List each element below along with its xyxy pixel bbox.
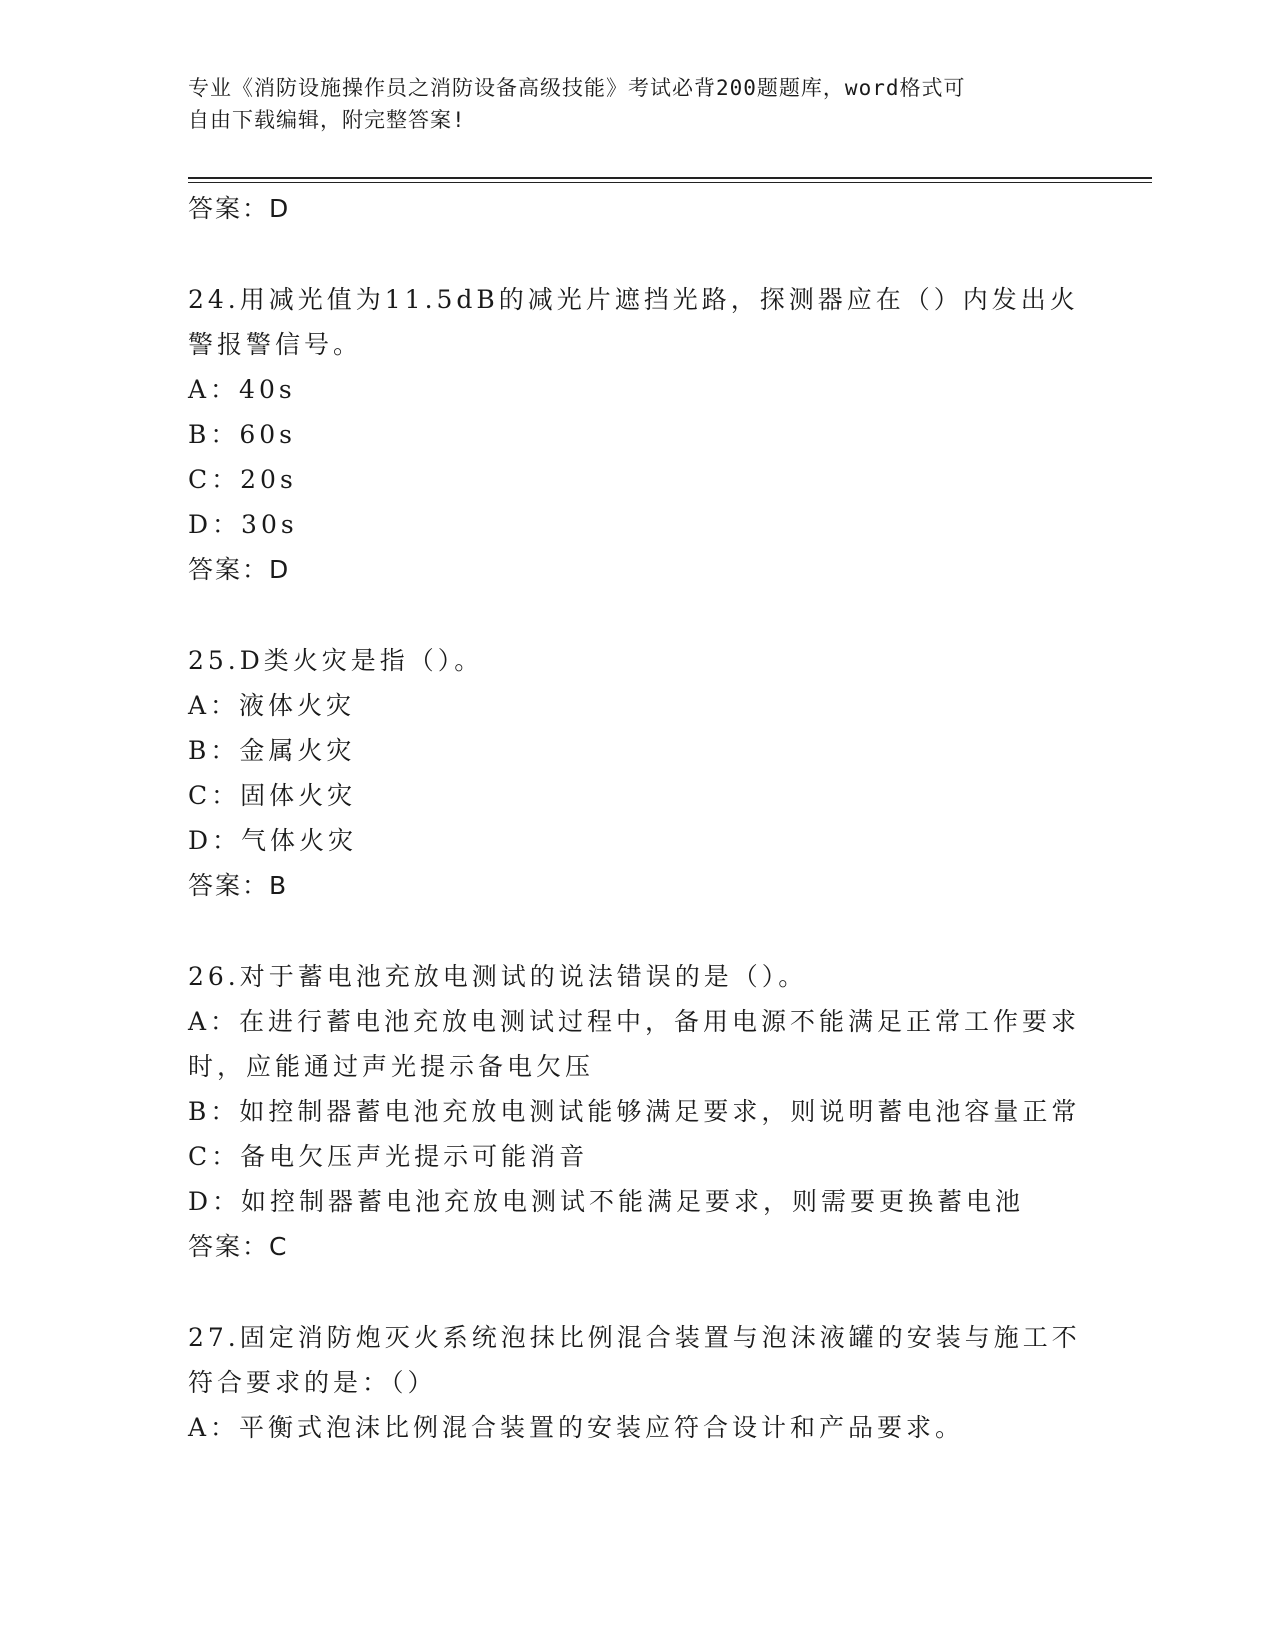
option-b: B：如控制器蓄电池充放电测试能够满足要求，则说明蓄电池容量正常 xyxy=(188,1097,1081,1126)
question-stem: 27.固定消防炮灭火系统泡抹比例混合装置与泡沫液罐的安装与施工不 xyxy=(188,1323,1081,1352)
option-a: A：在进行蓄电池充放电测试过程中，备用电源不能满足正常工作要求 xyxy=(188,1007,1081,1036)
option-a: A：平衡式泡沫比例混合装置的安装应符合设计和产品要求。 xyxy=(188,1413,965,1442)
header-line-1: 专业《消防设施操作员之消防设备高级技能》考试必背200题题库，word格式可 xyxy=(188,76,966,100)
option-c: C：20s xyxy=(188,465,297,494)
answer: 答案：C xyxy=(188,1232,289,1261)
option-a: A：液体火灾 xyxy=(188,691,356,720)
document-header xyxy=(188,72,1088,136)
question-26 xyxy=(188,954,1088,1269)
option-c: C：固体火灾 xyxy=(188,781,357,810)
spacer xyxy=(188,908,1088,954)
answer: 答案：D xyxy=(188,555,291,584)
question-24 xyxy=(188,277,1088,592)
question-stem-cont: 符合要求的是：（） xyxy=(188,1368,437,1397)
spacer xyxy=(188,231,1088,277)
answer: 答案：B xyxy=(188,871,289,900)
option-a-cont: 时，应能通过声光提示备电欠压 xyxy=(188,1052,595,1081)
option-d: D：如控制器蓄电池充放电测试不能满足要求，则需要更换蓄电池 xyxy=(188,1187,1025,1216)
option-b: B：金属火灾 xyxy=(188,736,356,765)
header-rule-thick xyxy=(188,177,1152,179)
option-c: C：备电欠压声光提示可能消音 xyxy=(188,1142,589,1171)
spacer xyxy=(188,592,1088,638)
question-stem: 26.对于蓄电池充放电测试的说法错误的是（）。 xyxy=(188,962,808,991)
question-stem-cont: 警报警信号。 xyxy=(188,330,363,359)
option-d: D：30s xyxy=(188,510,298,539)
spacer xyxy=(188,1269,1088,1315)
question-stem: 25.D类火灾是指（）。 xyxy=(188,646,484,675)
question-27 xyxy=(188,1315,1088,1450)
question-stem: 24.用减光值为11.5dB的减光片遮挡光路，探测器应在（）内发出火 xyxy=(188,285,1079,314)
previous-answer: 答案：D xyxy=(188,194,291,223)
header-rule-thin xyxy=(188,182,1152,183)
option-d: D：气体火灾 xyxy=(188,826,358,855)
question-25 xyxy=(188,638,1088,908)
option-a: A：40s xyxy=(188,375,296,404)
header-line-2: 自由下载编辑，附完整答案! xyxy=(188,108,466,132)
question-list xyxy=(188,186,1088,1450)
option-b: B：60s xyxy=(188,420,297,449)
